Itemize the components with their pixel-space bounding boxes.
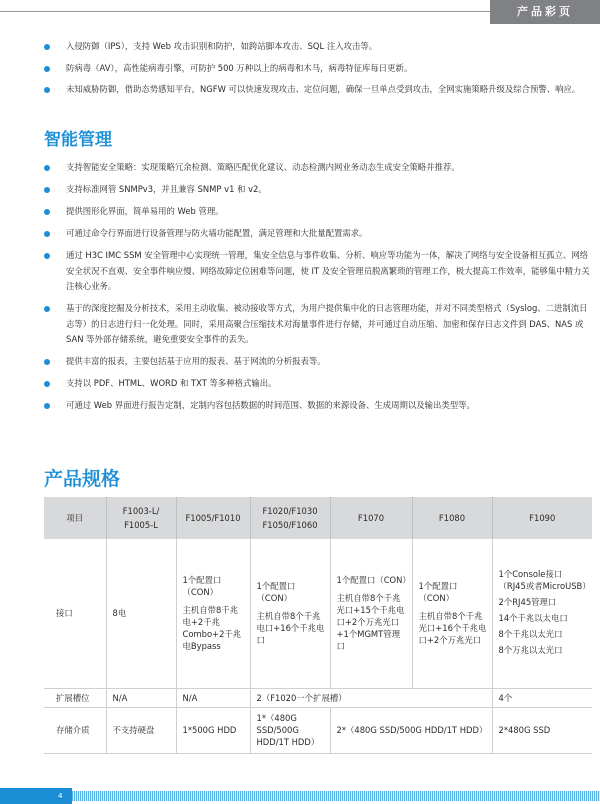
bullet-icon xyxy=(44,359,50,365)
list-item: 支持以 PDF、HTML、WORD 和 TXT 等多种格式输出。 xyxy=(44,376,592,392)
row-label: 存储介质 xyxy=(44,707,106,753)
list-item: 防病毒（AV），高性能病毒引擎，可防护 500 万种以上的病毒和木马，病毒特征库每日更新。 xyxy=(44,61,592,77)
row-label: 接口 xyxy=(44,539,106,688)
table-header-row xyxy=(44,497,592,539)
page-footer xyxy=(0,788,600,804)
table-cell: 1个配置口（CON） 主机自带8个千兆光口+15个千兆电口+2个万兆光口+1个MGMT管理口 xyxy=(330,539,412,688)
security-bullet-list xyxy=(44,39,592,104)
table-row xyxy=(44,707,592,753)
list-item: 提供丰富的报表，主要包括基于应用的报表、基于网流的分析报表等。 xyxy=(44,354,592,370)
bullet-icon xyxy=(44,165,50,171)
list-item: 提供图形化界面，简单易用的 Web 管理。 xyxy=(44,204,592,220)
section-title-specs: 产品规格 xyxy=(44,468,121,490)
table-row xyxy=(44,539,592,688)
list-item: 基于的深度挖掘及分析技术，采用主动收集、被动接收等方式，为用户提供集中化的日志管理功能，并对不同类型格式（Syslog、二进制流日志等）的日志进行归一化处理。同时，采用高聚合压缩技术对海量事件进行存储，并可通过自动压缩、加密和保存日志文件到 DAS、NAS 或 SAN 等外部存储系统，避免重要安全事件的丢失。 xyxy=(44,301,592,348)
table-cell: 2*480G SSD xyxy=(492,707,592,753)
list-item: 支持标准网管 SNMPv3，并且兼容 SNMP v1 和 v2。 xyxy=(44,182,592,198)
table-cell: 8电 xyxy=(106,539,176,688)
bullet-icon xyxy=(44,66,50,72)
column-header: 项目 xyxy=(44,497,106,539)
page-header xyxy=(0,0,600,24)
table-cell: 2*（480G SSD/500G HDD/1T HDD） xyxy=(330,707,492,753)
table-row xyxy=(44,688,592,707)
list-item: 未知威胁防御，借助态势感知平台，NGFW 可以快速发现攻击、定位问题，确保一旦单点受到攻击，全网实施策略升级及综合预警、响应。 xyxy=(44,82,592,98)
spec-table xyxy=(44,497,592,754)
table-cell: 1个配置口（CON） 主机自带8个千兆电口+16个千兆电口 xyxy=(250,539,330,688)
table-cell: 2（F1020一个扩展槽） xyxy=(250,688,492,707)
bullet-icon xyxy=(44,253,50,259)
column-header: F1090 xyxy=(492,497,592,539)
table-cell: N/A xyxy=(176,688,250,707)
header-tab: 产品彩页 xyxy=(490,0,600,24)
column-header: F1020/F1030 F1050/F1060 xyxy=(250,497,330,539)
bullet-icon xyxy=(44,44,50,50)
table-cell: 1个配置口（CON） 主机自带8个千兆光口+16个千兆电口+2个万兆光口 xyxy=(412,539,492,688)
bullet-icon xyxy=(44,306,50,312)
table-cell: 1个配置口（CON） 主机自带8千兆电+2千兆Combo+2千兆电Bypass xyxy=(176,539,250,688)
column-header: F1003-L/ F1005-L xyxy=(106,497,176,539)
column-header: F1005/F1010 xyxy=(176,497,250,539)
bullet-icon xyxy=(44,209,50,215)
list-item: 支持智能安全策略：实现策略冗余检测、策略匹配优化建议、动态检测内网业务动态生成安全策略并推荐。 xyxy=(44,160,592,176)
table-cell: 4个 xyxy=(492,688,592,707)
list-item: 可通过 Web 界面进行报告定制，定制内容包括数据的时间范围、数据的来源设备、生成周期以及输出类型等。 xyxy=(44,398,592,414)
footer-stripe xyxy=(72,791,600,801)
bullet-icon xyxy=(44,231,50,237)
table-cell: 1个Console接口（RJ45或者MicroUSB） 2个RJ45管理口 14个千兆以太电口 8个千兆以太光口 8个万兆以太光口 xyxy=(492,539,592,688)
table-cell: N/A xyxy=(106,688,176,707)
list-item: 通过 H3C IMC SSM 安全管理中心实现统一管理，集安全信息与事件收集、分析、响应等功能为一体，解决了网络与安全设备相互孤立、网络安全状况不直观、安全事件响应慢、网络故障定位困难等问题，使 IT 及安全管理员脱离繁琐的管理工作，极大提高工作效率，能够集中精力关注核心业务。 xyxy=(44,248,592,295)
bullet-icon xyxy=(44,403,50,409)
row-label: 扩展槽位 xyxy=(44,688,106,707)
list-item: 可通过命令行界面进行设备管理与防火墙功能配置，满足管理和大批量配置需求。 xyxy=(44,226,592,242)
section-title-management: 智能管理 xyxy=(44,130,112,150)
bullet-icon xyxy=(44,381,50,387)
table-cell: 不支持硬盘 xyxy=(106,707,176,753)
column-header: F1080 xyxy=(412,497,492,539)
list-item: 入侵防御（IPS），支持 Web 攻击识别和防护，如跨站脚本攻击、SQL 注入攻击等。 xyxy=(44,39,592,55)
column-header: F1070 xyxy=(330,497,412,539)
page-number: 4 xyxy=(0,788,72,804)
table-cell: 1*500G HDD xyxy=(176,707,250,753)
bullet-icon xyxy=(44,87,50,93)
bullet-icon xyxy=(44,187,50,193)
table-cell: 1*（480G SSD/500G HDD/1T HDD） xyxy=(250,707,330,753)
management-bullet-list xyxy=(44,160,592,420)
